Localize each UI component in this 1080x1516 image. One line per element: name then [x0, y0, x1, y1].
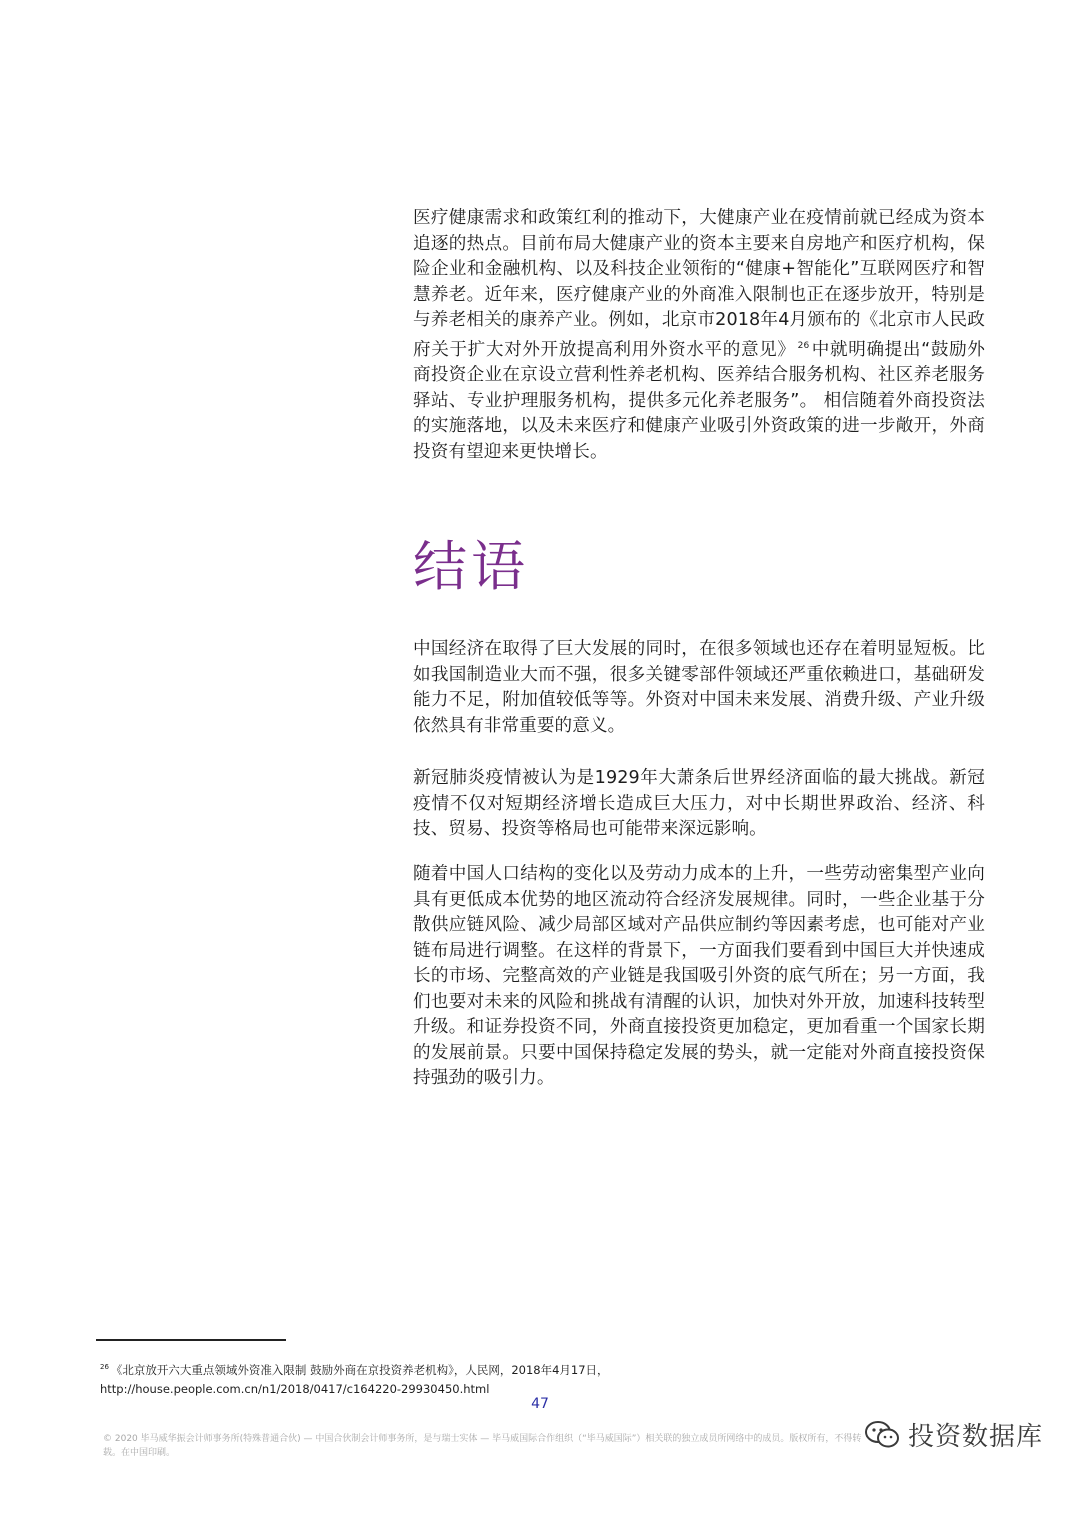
- watermark-text: 投资数据库: [908, 1422, 1044, 1452]
- wechat-icon: [864, 1420, 900, 1450]
- conclusion-paragraph-3: 随着中国人口结构的变化以及劳动力成本的上升，一些劳动密集型产业向具有更低成本优势的地区流动符合经济发展规律。同时，一些企业基于分散供应链风险、减少局部区域对产品供应制约等因素考虑，也可能对产业链布局进行调整。在这样的背景下，一方面我们要看到中国巨大并快速成长的市场、完整高效的产业链是我国吸引外资的底气所在；另一方面，我们也要对未来的风险和挑战有清醒的认识，加快对外开放，加速科技转型升级。和证券投资不同，外商直接投资更加稳定，更加看重一个国家长期的发展前景。只要中国保持稳定发展的势头，就一定能对外商直接投资保持强劲的吸引力。: [413, 864, 985, 1088]
- footnote-url[interactable]: http://house.people.com.cn/n1/2018/0417/c164220-29930450.html: [100, 1382, 490, 1396]
- footnote-reference[interactable]: 26: [797, 340, 810, 351]
- footnote-source: 《北京放开六大重点领域外资准入限制 鼓励外商在京投资养老机构》，人民网，2018年4月17日，: [110, 1363, 609, 1377]
- conclusion-paragraph-2: 新冠肺炎疫情被认为是1929年大萧条后世界经济面临的最大挑战。新冠疫情不仅对短期经济增长造成巨大压力，对中长期世界政治、经济、科技、贸易、投资等格局也可能带来深远影响。: [413, 768, 985, 839]
- watermark: [864, 1416, 1043, 1453]
- intro-text-a: 医疗健康需求和政策红利的推动下，大健康产业在疫情前就已经成为资本追逐的热点。目前布局大健康产业的资本主要来自房地产和医疗机构，保险企业和金融机构、以及科技企业领衔的“健康+智能化”互联网医疗和智慧养老。近年来，医疗健康产业的外商准入限制也正在逐步放开，特别是与养老相关的康养产业。例如，北京市2018年4月颁布的《北京市人民政府关于扩大对外开放提高利用外资水平的意见》: [413, 208, 985, 360]
- footnote-number: 26: [100, 1363, 109, 1371]
- footnote-line-1: [100, 1358, 980, 1380]
- copyright-notice: © 2020 毕马威华振会计师事务所(特殊普通合伙) — 中国合伙制会计师事务所，是与瑞士实体 — 毕马威国际合作组织（“毕马威国际”）相关联的独立成员所网络中的成员。版权所有，不得转载。在中国印刷。: [103, 1434, 862, 1458]
- footnote: [100, 1358, 980, 1399]
- section-heading: 结语: [413, 535, 529, 598]
- conclusion-paragraph-1: 中国经济在取得了巨大发展的同时，在很多领域也还存在着明显短板。比如我国制造业大而不强，很多关键零部件领域还严重依赖进口，基础研发能力不足，附加值较低等等。外资对中国未来发展、消费升级、产业升级依然具有非常重要的意义。: [413, 639, 985, 736]
- footnote-divider: [96, 1339, 286, 1341]
- page-number: 47: [531, 1396, 549, 1412]
- intro-paragraph: [413, 206, 985, 465]
- intro-text-b: 中就明确提出“鼓励外商投资企业在京设立营利性养老机构、医养结合服务机构、社区养老服务驿站、专业护理服务机构，提供多元化养老服务”。 相信随着外商投资法的实施落地，以及未来医疗和健康产业吸引外资政策的进一步敞开，外商投资有望迎来更快增长。: [413, 339, 985, 462]
